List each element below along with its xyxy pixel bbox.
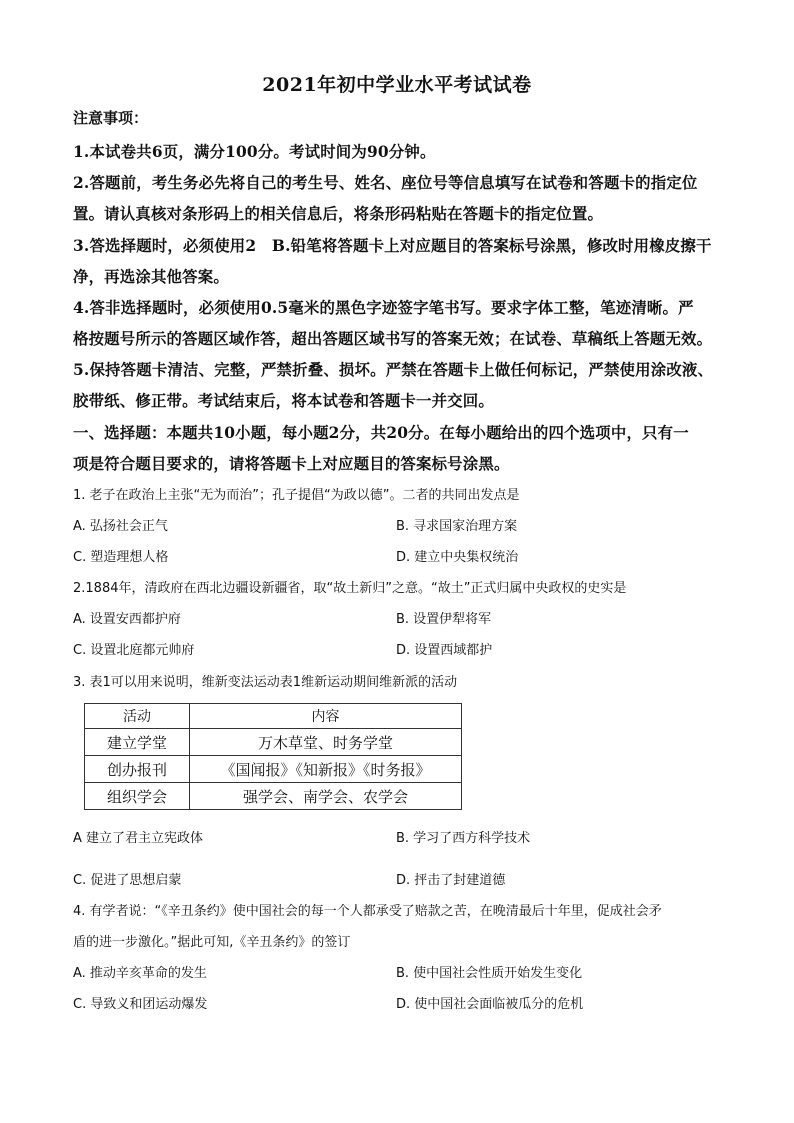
question-4-option-a: A. 推动辛亥革命的发生 <box>73 966 207 981</box>
table-header-cell: 内容 <box>190 704 462 729</box>
activities-table <box>84 703 462 810</box>
table-cell: 万木草堂、时务学堂 <box>190 729 462 756</box>
notice-line: 3.答选择题时，必须使用2 B.铅笔将答题卡上对应题目的答案标号涂黑，修改时用橡皮擦干 <box>73 237 712 255</box>
question-4-option-d: D. 使中国社会面临被瓜分的危机 <box>396 997 584 1012</box>
notice-line: 2.答题前，考生务必先将自己的考生号、姓名、座位号等信息填写在试卷和答题卡的指定位 <box>73 174 698 192</box>
notice-line: 格按题号所示的答题区域作答，超出答题区域书写的答案无效；在试卷、草稿纸上答题无效。 <box>73 330 713 348</box>
question-4-option-b: B. 使中国社会性质开始发生变化 <box>396 966 583 981</box>
table-cell: 《国闻报》《知新报》《时务报》 <box>190 756 462 783</box>
question-1-option-a: A. 弘扬社会正气 <box>73 519 168 534</box>
notice-line: 5.保持答题卡清洁、完整，严禁折叠、损坏。严禁在答题卡上做任何标记，严禁使用涂改液、 <box>73 361 714 379</box>
question-2-option-d: D. 设置西域都护 <box>396 643 493 658</box>
notice-heading: 注意事项： <box>73 109 149 127</box>
question-1-option-b: B. 寻求国家治理方案 <box>396 519 518 534</box>
notice-line: 4.答非选择题时，必须使用0.5毫米的黑色字迹签字笔书写。要求字体工整，笔迹清晰。严 <box>73 299 694 317</box>
notice-line: 1.本试卷共6页，满分100分。考试时间为90分钟。 <box>73 143 436 161</box>
question-2-option-a: A. 设置安西都护府 <box>73 612 181 627</box>
notice-line: 净，再选涂其他答案。 <box>73 268 229 286</box>
question-4-stem: 4. 有学者说：“《辛丑条约》使中国社会的每一个人都承受了赔款之苦，在晚清最后十年里，促成社会矛 <box>73 904 662 919</box>
question-2-stem: 2.1884年，清政府在西北边疆设新疆省，取“故土新归”之意。“故土”正式归属中央政权的史实是 <box>73 581 627 596</box>
notice-line: 胶带纸、修正带。考试结束后，将本试卷和答题卡一并交回。 <box>73 392 494 410</box>
table-header-cell: 活动 <box>85 704 190 729</box>
question-4-stem: 盾的进一步激化。”据此可知,《辛丑条约》的签订 <box>73 935 351 950</box>
question-1-option-c: C. 塑造理想人格 <box>73 550 169 565</box>
table-cell: 强学会、南学会、农学会 <box>190 783 462 810</box>
question-1-stem: 1. 老子在政治上主张“无为而治”；孔子提倡“为政以德”。二者的共同出发点是 <box>73 488 520 503</box>
table-row <box>85 783 462 810</box>
question-2-option-c: C. 设置北庭都元帅府 <box>73 643 195 658</box>
table-cell: 建立学堂 <box>85 729 190 756</box>
table-cell: 组织学会 <box>85 783 190 810</box>
table-row <box>85 756 462 783</box>
question-3-option-b: B. 学习了西方科学技术 <box>396 831 531 846</box>
question-3-stem: 3. 表1可以用来说明，维新变法运动表1维新运动期间维新派的活动 <box>73 675 458 690</box>
question-2-option-b: B. 设置伊犁将军 <box>396 612 492 627</box>
question-3-option-d: D. 抨击了封建道德 <box>396 873 506 888</box>
notice-line: 置。请认真核对条形码上的相关信息后，将条形码粘贴在答题卡的指定位置。 <box>73 205 604 223</box>
section-heading: 项是符合题目要求的，请将答题卡上对应题目的答案标号涂黑。 <box>73 455 510 473</box>
exam-title: 2021年初中学业水平考试试卷 <box>262 74 532 96</box>
table-header-row <box>85 704 462 729</box>
table-row <box>85 729 462 756</box>
question-3-option-a: A 建立了君主立宪政体 <box>73 831 204 846</box>
question-3-option-c: C. 促进了思想启蒙 <box>73 873 182 888</box>
question-4-option-c: C. 导致义和团运动爆发 <box>73 997 208 1012</box>
section-heading: 一、选择题：本题共10小题，每小题2分，共20分。在每小题给出的四个选项中，只有一 <box>73 424 689 442</box>
table-cell: 创办报刊 <box>85 756 190 783</box>
question-1-option-d: D. 建立中央集权统治 <box>396 550 519 565</box>
